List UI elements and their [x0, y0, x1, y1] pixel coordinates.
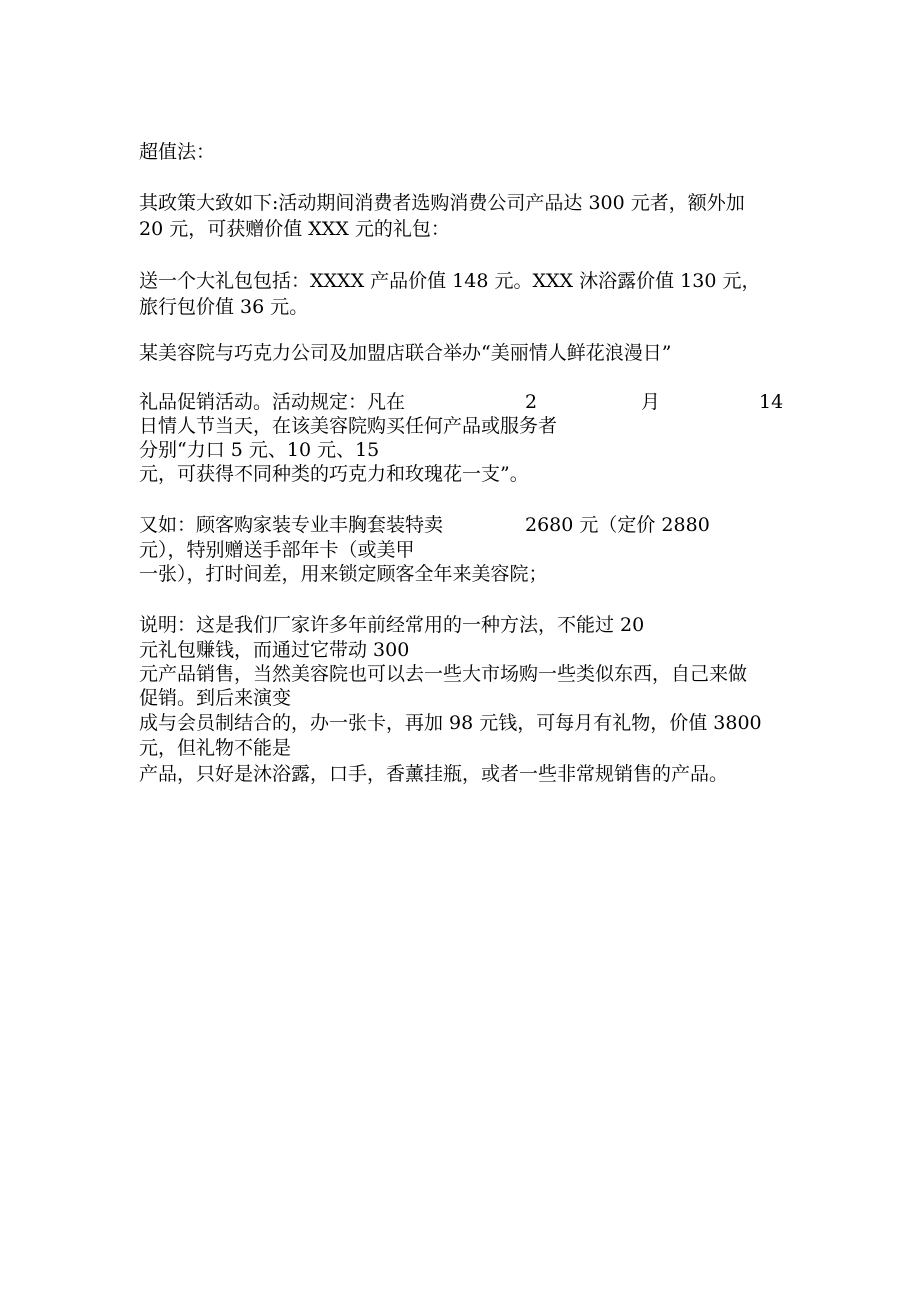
paragraph-5-line-2: 元），特别赠送手部年卡（或美甲 [139, 539, 415, 561]
paragraph-5-seg-1: 又如：顾客购家装专业丰胸套装特卖 [139, 514, 444, 536]
paragraph-4-line-2: 日情人节当天，在该美容院购买任何产品或服务者 [139, 415, 558, 437]
paragraph-5-line-3: 一张），打时间差，用来锁定顾客全年来美容院； [139, 563, 548, 585]
paragraph-6-line-3: 元产品销售，当然美容院也可以去一些大市场购一些类似东西，自己来做 [139, 663, 748, 685]
paragraph-6-line-2: 元礼包赚钱，而通过它带动 300 [139, 639, 410, 661]
paragraph-6-line-7: 产品，只好是沐浴露，口手，香薰挂瓶，或者一些非常规销售的产品。 [139, 763, 729, 785]
paragraph-4-seg-1: 礼品促销活动。活动规定：凡在 [139, 391, 406, 413]
paragraph-1-line-1: 其政策大致如下:活动期间消费者选购消费公司产品达 300 元者，额外加 [139, 192, 745, 214]
paragraph-2-line-2: 旅行包价值 36 元。 [139, 296, 309, 318]
paragraph-3-line-1: 某美容院与巧克力公司及加盟店联合举办“美丽情人鲜花浪漫日” [139, 342, 672, 364]
paragraph-1-line-2: 20 元，可获赠价值 XXX 元的礼包： [139, 218, 450, 240]
paragraph-6-line-5: 成与会员制结合的，办一张卡，再加 98 元钱，可每月有礼物，价值 3800 [139, 712, 762, 734]
paragraph-2-line-1: 送一个大礼包包括：XXXX 产品价值 148 元。XXX 沐浴露价值 130 元， [139, 270, 761, 292]
paragraph-4-line-3: 分别“力口 5 元、10 元、15 [139, 439, 380, 461]
paragraph-6-line-1: 说明：这是我们厂家许多年前经常用的一种方法，不能过 20 [139, 614, 645, 636]
paragraph-5-seg-2: 2680 元（定价 2880 [525, 514, 710, 536]
paragraph-4-seg-2: 2 [525, 391, 538, 413]
paragraph-6-line-4: 促销。到后来演变 [139, 687, 292, 709]
paragraph-6-line-6: 元，但礼物不能是 [139, 737, 292, 759]
paragraph-4-line-4: 元，可获得不同种类的巧克力和玫瑰花一支”。 [139, 463, 529, 485]
paragraph-4-seg-3: 月 [641, 391, 661, 413]
section-heading: 超值法： [139, 141, 216, 163]
paragraph-4-seg-4: 14 [759, 391, 784, 413]
